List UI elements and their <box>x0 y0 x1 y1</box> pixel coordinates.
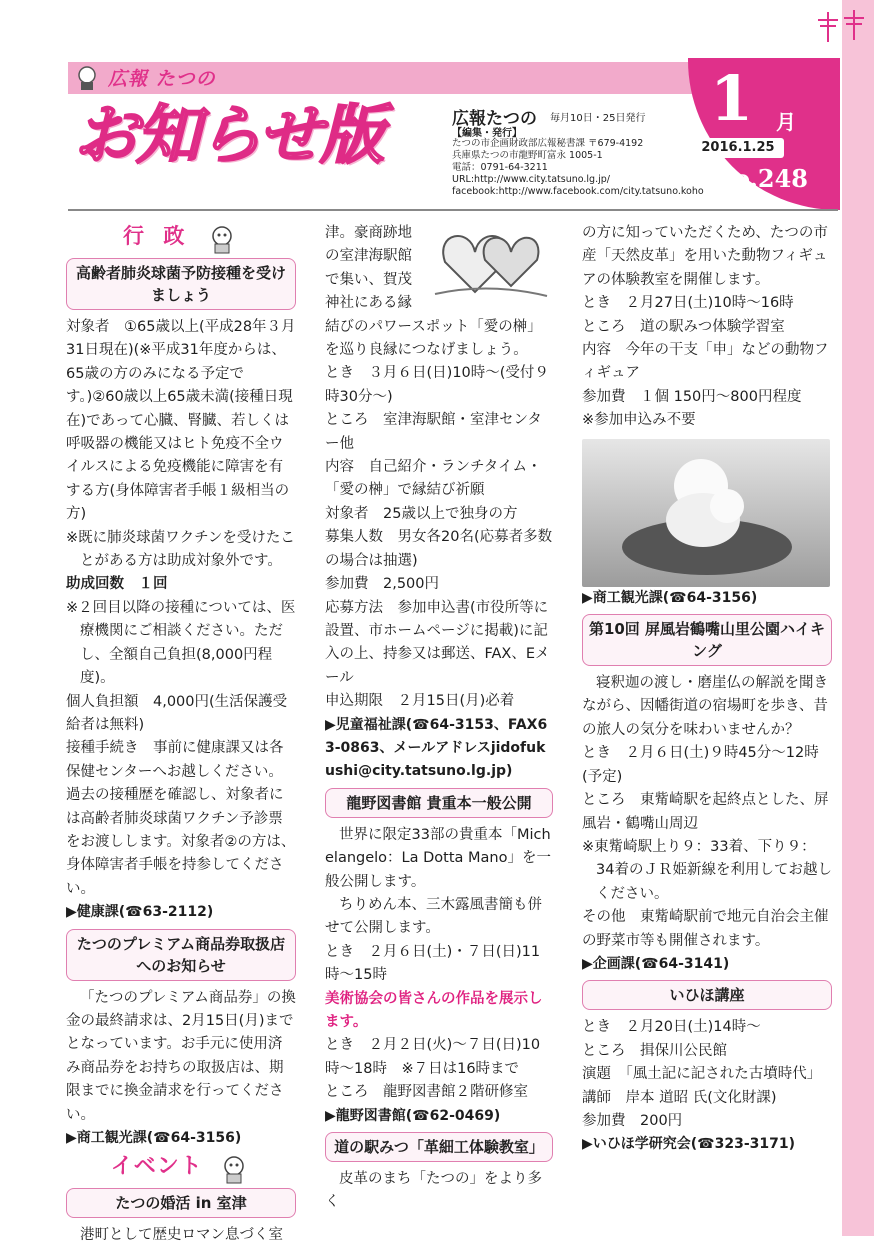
article-text: 助成回数 １回 <box>66 576 168 593</box>
publication-frequency: 毎月10日・25日発行 <box>550 113 646 124</box>
contact-link[interactable]: ▶健康課(☎63-2112) <box>66 904 214 921</box>
article-title: いひほ講座 <box>582 980 832 1010</box>
contact-link[interactable]: ▶商工観光課(☎64-3156) <box>66 1130 242 1146</box>
mascot-icon <box>72 64 102 92</box>
contact-link[interactable]: ▶商工観光課(☎64-3156) <box>582 589 758 606</box>
dragonfly-icon <box>814 6 870 54</box>
publication-name: 広報たつの <box>452 109 537 129</box>
detail-line: とき ３月６日(日)10時～(受付９時30分～) <box>325 365 549 405</box>
issue-date: 2016.1.25 <box>692 138 784 158</box>
section-heading-gyosei: 行 政 <box>123 224 191 248</box>
detail-line: とき ２月27日(土)10時～16時 <box>582 295 794 312</box>
contact-link[interactable]: ▶企画課(☎64-3141) <box>582 955 730 972</box>
detail-line: 参加費 １個 150円～800円程度 <box>582 388 802 405</box>
article-text: 対象者 ①65歳以上(平成28年３月31日現在)(※平成31年度からは、65歳の方のみになる予定です。)②60歳以上65歳未満(接種日現在)であって心臓、腎臓、若しくは呼吸器の機能又はヒト免疫不全ウイルスによる免疫機能に障害を有する方(身体障害者手帳１級相当の方) <box>66 319 296 523</box>
column-1 <box>66 222 296 1248</box>
publication-role: 【編集・発行】 <box>452 128 522 139</box>
detail-line: 講師 岸本 道昭 氏(文化財課) <box>582 1089 777 1106</box>
detail-line: ところ 揖保川公民館 <box>582 1042 727 1059</box>
article-text: 世界に限定33部の貴重本「Michelangelo：La Dotta Mano」を一般公開します。 <box>325 826 551 890</box>
detail-line: ところ 室津海駅館・室津センター他 <box>325 412 542 452</box>
contact-link[interactable]: ▶いひほ学研究会(☎323-3171) <box>582 1136 796 1153</box>
contact-link[interactable]: ▶龍野図書館(☎62-0469) <box>325 1107 501 1124</box>
detail-line: ところ 龍野図書館２階研修室 <box>325 1084 528 1101</box>
detail-line: ところ 東觜崎駅を起終点とした、屏風岩・鶴嘴山周辺 <box>582 792 829 832</box>
detail-line: 申込期限 ２月15日(月)必着 <box>325 693 515 710</box>
detail-line: とき ２月６日(土)９時45分～12時(予定) <box>582 745 819 785</box>
article-text: 接種手続き 事前に健康課又は各保健センターへお越しください。過去の接種歴を確認し、対象者には高齢者肺炎球菌ワクチン予診票をお渡しします。対象者②の方は、身体障害者手帳を持参してください。 <box>66 740 296 897</box>
article-note: ※東觜崎駅上り９：33着、下り９：34着のＪＲ姫新線を利用してお越しください。 <box>582 838 832 902</box>
article-text: ちりめん本、三木露風書簡も併せて公開します。 <box>325 896 542 937</box>
article-title: たつのプレミアム商品券取扱店へのお知らせ <box>66 929 296 981</box>
detail-line: ところ 道の駅みつ体験学習室 <box>582 318 785 335</box>
article-text: 皮革のまち「たつの」をより多く <box>325 1171 542 1211</box>
detail-line: 応募方法 参加申込書(市役所等に設置、市ホームページに掲載)に記入の上、持参又は郵送、FAX、Eメール <box>325 599 550 686</box>
article-title: 高齢者肺炎球菌予防接種を受けましょう <box>66 258 296 310</box>
contact-link[interactable]: ▶児童福祉課(☎64-3153、FAX63-0863、メールアドレスjidofukushi@city.tatsuno.lg.jp) <box>325 716 548 780</box>
mascot-icon <box>205 224 239 254</box>
article-title: 龍野図書館 貴重本一般公開 <box>325 788 553 818</box>
article-title: 道の駅みつ「革細工体験教室」 <box>325 1132 553 1162</box>
article-title: 第10回 屏風岩鶴嘴山里公園ハイキング <box>582 614 832 666</box>
article-text: 「たつのプレミアム商品券」の換金の最終請求は、2月15日(月)までとなっています。お手元に使用済み商品券をお持ちの取扱店は、期限までに換金請求を行ってください。 <box>66 989 296 1123</box>
detail-line: 参加費 2,500円 <box>325 576 440 593</box>
hearts-illustration <box>425 222 553 304</box>
issue-month: 1 <box>710 62 754 135</box>
publisher-url[interactable]: URL:http://www.city.tatsuno.lg.jp/ <box>452 174 610 185</box>
issue-number: No.248 <box>712 164 808 193</box>
detail-line: とき ２月６日(土)・７日(日)11時～15時 <box>325 943 541 984</box>
article-text: 寝釈迦の渡し・磨崖仏の解説を聞きながら、因幡街道の宿場町を歩き、昔の旅人の気分を味わいませんか？ <box>582 675 828 738</box>
article-text: の方に知っていただくため、たつの市産「天然皮革」を用いた動物フィギュアの体験教室を開催します。 <box>582 225 828 288</box>
publisher-address: 兵庫県たつの市龍野町富永 1005-1 <box>452 150 603 161</box>
article-title: たつの婚活 in 室津 <box>66 1188 296 1218</box>
detail-line: その他 東觜崎駅前で地元自治会主催の野菜市等も開催されます。 <box>582 909 829 949</box>
monkey-figure-photo <box>582 439 830 587</box>
detail-line: 募集人数 男女各20名(応募者多数の場合は抽選) <box>325 529 553 569</box>
publisher-address: たつの市企画財政部広報秘書課 〒679-4192 <box>452 138 644 149</box>
header-divider <box>68 209 838 211</box>
right-edge-strip <box>842 0 874 1236</box>
detail-line: とき ２月２日(火)～７日(日)10時～18時 ※７日は16時まで <box>325 1037 541 1077</box>
detail-line: 参加費 200円 <box>582 1112 683 1129</box>
page-title: お知らせ版 <box>74 99 383 173</box>
issue-month-unit: 月 <box>776 110 796 134</box>
section-heading-event: イベント <box>110 1154 203 1180</box>
article-text: 港町として歴史ロマン息づく室 <box>80 1227 283 1244</box>
article-note: ※既に肺炎球菌ワクチンを受けたことがある方は助成対象外です。 <box>66 529 295 570</box>
koho-label: 広報 たつの <box>108 68 216 90</box>
publisher-facebook[interactable]: facebook:http://www.facebook.com/city.tatsuno.koho <box>452 186 704 197</box>
column-2 <box>325 222 553 1215</box>
article-note: ※２回目以降の接種については、医療機関にご相談ください。ただし、全額自己負担(8,000円程度)。 <box>66 599 296 687</box>
detail-line: 演題 「風土記に記された古墳時代」 <box>582 1066 822 1083</box>
column-3 <box>582 222 832 1157</box>
detail-line: 内容 今年の干支「申」などの動物フィギュア <box>582 342 829 382</box>
detail-line: 内容 自己紹介・ランチタイム・「愛の榊」で縁結び祈願 <box>325 459 542 499</box>
article-text: 個人負担額 4,000円(生活保護受給者は無料) <box>66 693 288 733</box>
publisher-phone: 電話：0791-64-3211 <box>452 162 548 173</box>
detail-line: ※参加申込み不要 <box>582 412 696 429</box>
highlight-text: 美術協会の皆さんの作品を展示します。 <box>325 990 543 1030</box>
detail-line: 対象者 25歳以上で独身の方 <box>325 505 518 522</box>
article-text: 津。豪商跡地の室津海駅館で集い、賀茂神社にある縁結びのパワースポット「愛の榊」を巡り良縁につなげましょう。 <box>325 225 542 359</box>
detail-line: とき ２月20日(土)14時～ <box>582 1019 761 1036</box>
mascot-icon <box>217 1154 251 1184</box>
